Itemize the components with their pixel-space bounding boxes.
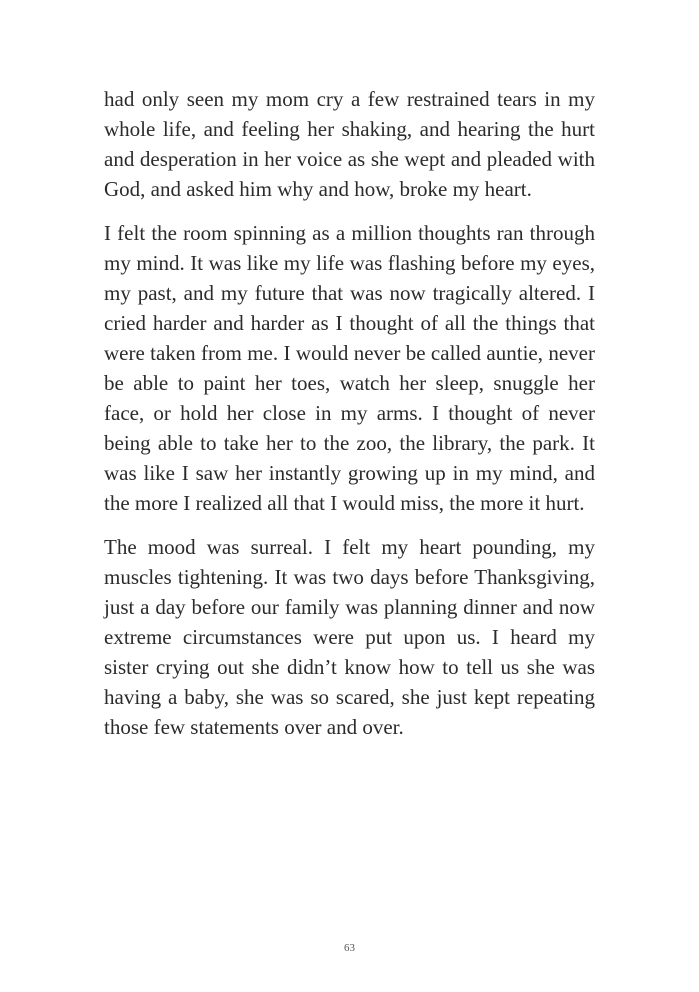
paragraph-3: The mood was surreal. I felt my heart pounding, my muscles tightening. It was two days before Thanksgiving, just a day before our family was planning dinner and now extreme circumstances were put upon us. I heard my sister crying out she didn’t know how to tell us she was having a baby, she was so scared, she just kept repeating those few statements over and over. <box>104 535 595 739</box>
paragraph-1: had only seen my mom cry a few restrained tears in my whole life, and feeling her shaking, and hearing the hurt and desperation in her voice as she wept and pleaded with God, and asked him why and how, broke my heart. <box>104 87 595 201</box>
body-text <box>104 84 595 756</box>
paragraph-2: I felt the room spinning as a million thoughts ran through my mind. It was like my life was flashing before my eyes, my past, and my future that was now tragically altered. I cried harder and harder as I thought of all the things that were taken from me. I would never be called auntie, never be able to paint her toes, watch her sleep, snuggle her face, or hold her close in my arms. I thought of never being able to take her to the zoo, the library, the park. It was like I saw her instantly growing up in my mind, and the more I realized all that I would miss, the more it hurt. <box>104 221 595 515</box>
page-number: 63 <box>344 942 355 954</box>
